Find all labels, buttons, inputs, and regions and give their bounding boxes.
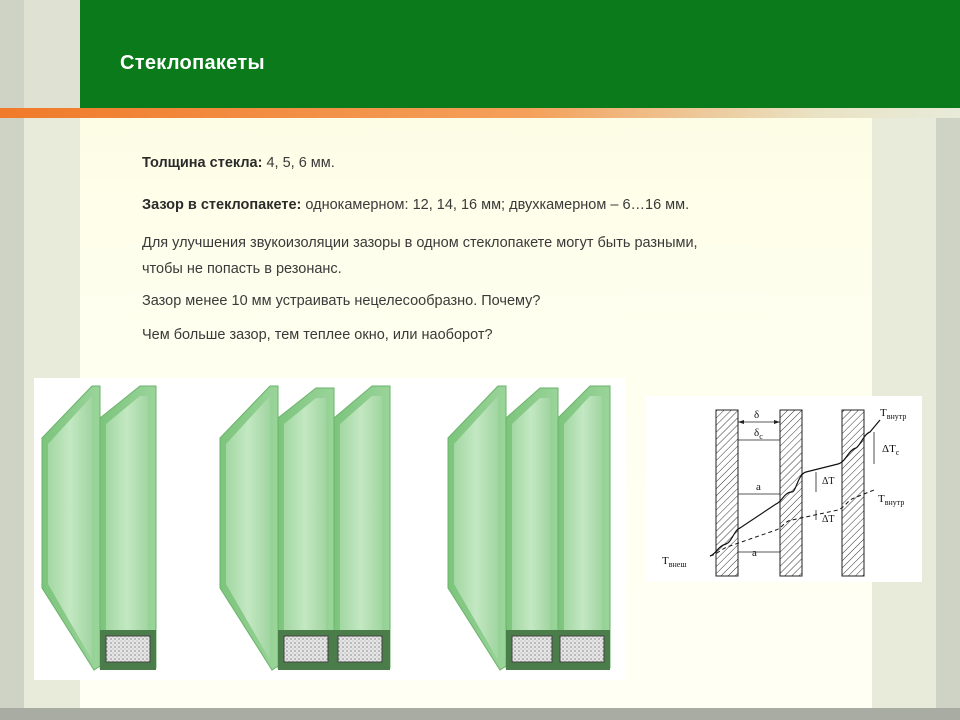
soundproofing-paragraph <box>142 230 698 282</box>
soundproofing-line-2: чтобы не попасть в резонанс. <box>142 261 342 277</box>
gap-value: однокамерном: 12, 14, 16 мм; двухкамерном – 6…16 мм. <box>301 197 690 213</box>
accent-line <box>0 108 960 118</box>
min-gap-paragraph: Зазор менее 10 мм устраивать нецелесообразно. Почему? <box>142 293 541 309</box>
a-label-2: а <box>752 547 757 559</box>
t-inner-top-label: $T_{внутр}$ <box>880 407 907 421</box>
dt-label-2: ΔT <box>822 514 835 525</box>
temperature-profile-svg <box>646 396 922 582</box>
bottom-bar <box>0 708 960 720</box>
header-left-block <box>24 0 80 108</box>
gap-paragraph <box>142 192 689 218</box>
temperature-profile-diagram <box>646 396 922 582</box>
glass-units-svg <box>34 378 626 680</box>
gap-label: Зазор в стеклопакете: <box>142 197 302 213</box>
glass-thickness-label: Толщина стекла: <box>142 155 263 171</box>
t-inner-bottom-label: $T_{внутр}$ <box>878 493 905 507</box>
delta-label: δ <box>754 409 760 421</box>
glass-unit-3 <box>448 386 610 670</box>
dtc-label: $\Delta T_с$ <box>882 443 900 457</box>
glass-units-illustration <box>34 378 626 680</box>
glass-thickness-paragraph <box>142 150 335 176</box>
pane-middle <box>780 410 802 576</box>
dt-label-1: ΔT <box>822 476 835 487</box>
t-outer-label: $T_{внеш}$ <box>662 555 687 569</box>
soundproofing-line-1: Для улучшения звукоизоляции зазоры в одном стеклопакете могут быть разными, <box>142 235 698 251</box>
glass-thickness-value: 4, 5, 6 мм. <box>262 155 335 171</box>
gap-question-paragraph: Чем больше зазор, тем теплее окно, или наоборот? <box>142 327 493 343</box>
delta-c-label: $\delta_с$ <box>754 427 763 441</box>
glass-unit-1 <box>42 386 156 670</box>
glass-unit-2 <box>220 386 390 670</box>
page-title: Стеклопакеты <box>120 52 265 74</box>
pane-inner <box>842 410 864 576</box>
a-label-1: а <box>756 481 761 493</box>
